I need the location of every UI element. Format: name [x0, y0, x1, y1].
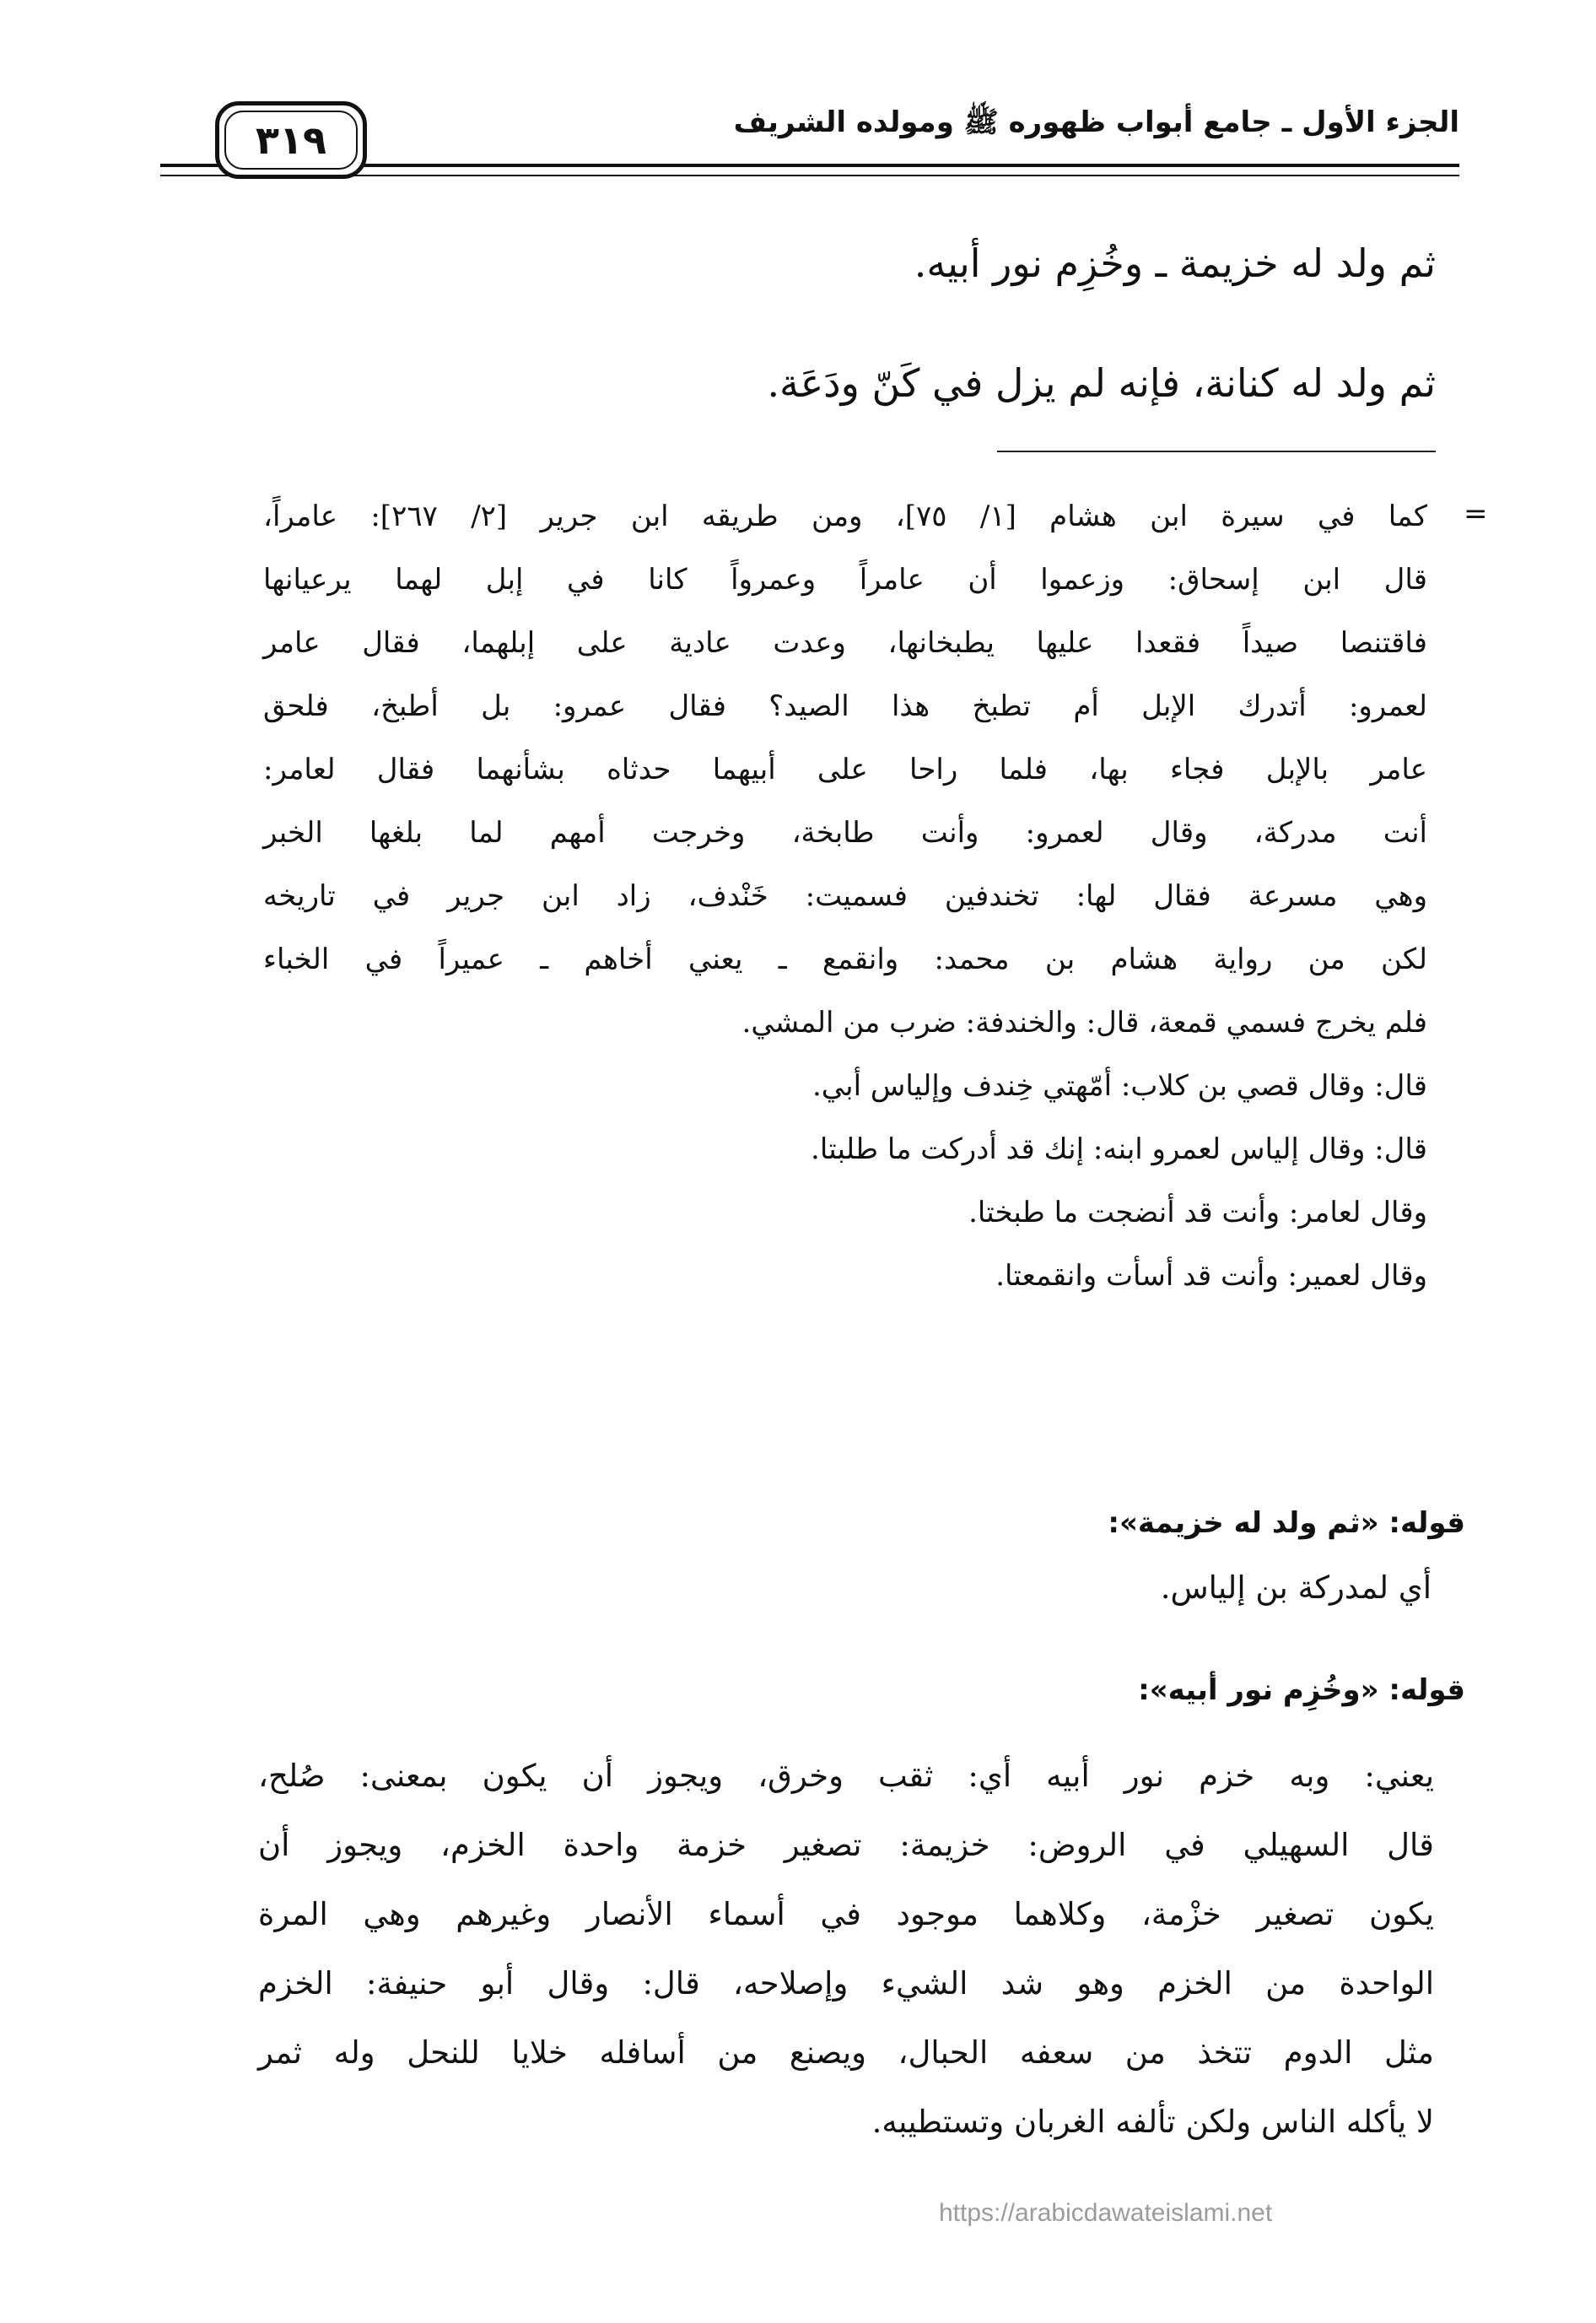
section-body — [258, 1742, 1434, 2157]
watermark-url: https://arabicdawateislami.net — [939, 2199, 1273, 2227]
footnote-line: لعمرو: أتدرك الإبل أم تطبخ هذا الصيد؟ فقال عمرو: بل أطبخ، فلحق — [263, 689, 1427, 723]
main-text-line: ثم ولد له كنانة، فإنه لم يزل في كَنّ ودَعَة. — [767, 360, 1436, 406]
section-body-line: مثل الدوم تتخذ من سعفه الحبال، ويصنع من أسافله خلايا للنحل وله ثمر — [258, 2034, 1434, 2071]
footnote-line: فاقتنصا صيداً فقعدا عليها يطبخانها، وعدت عادية على إبلهما، فقال عامر — [263, 626, 1427, 660]
footnote-line: أنت مدركة، وقال لعمرو: وأنت طابخة، وخرجت أمهم لما بلغها الخبر — [263, 816, 1427, 850]
footnote-line: عامر بالإبل فجاء بها، فلما راحا على أبيهما حدثاه بشأنهما فقال لعامر: — [263, 753, 1428, 786]
footnote-line: كما في سيرة ابن هشام [١/ ٧٥]، ومن طريقه ابن جرير [٢/ ٢٦٧]: عامراً، — [263, 500, 1428, 533]
section-heading: قوله: «وخُزِم نور أبيه»: — [1138, 1673, 1465, 1707]
section-body-line: الواحدة من الخزم وهو شد الشيء وإصلاحه، قال: وقال أبو حنيفة: الخزم — [258, 1965, 1434, 2002]
footnote-separator — [997, 451, 1436, 452]
section-body-line: يعني: وبه خزم نور أبيه أي: ثقب وخرق، ويجوز أن يكون بمعنى: صُلح، — [258, 1758, 1434, 1794]
footnote-line: فلم يخرج فسمي قمعة، قال: والخندفة: ضرب من المشي. — [741, 1006, 1427, 1040]
footnote-line: لكن من رواية هشام بن محمد: وانقمع ـ يعني أخاهم ـ عميراً في الخباء — [263, 943, 1427, 976]
main-text-line: ثم ولد له خزيمة ـ وخُزِم نور أبيه. — [914, 240, 1436, 286]
continuation-marker: = — [1464, 497, 1488, 531]
section-body-line: يكون تصغير خزْمة، وكلاهما موجود في أسماء الأنصار وغيرهم وهي المرة — [258, 1896, 1434, 1932]
page-header — [160, 101, 1459, 203]
running-title: الجزء الأول ـ جامع أبواب ظهوره ﷺ ومولده الشريف — [733, 105, 1459, 139]
footnote-line: قال ابن إسحاق: وزعموا أن عامراً وعمرواً كانا في إبل لهما يرعيانها — [263, 563, 1427, 597]
footnote-line: وهي مسرعة فقال لها: تخندفين فسميت: خَنْدف، زاد ابن جرير في تاريخه — [263, 879, 1427, 913]
section-heading: قوله: «ثم ولد له خزيمة»: — [1108, 1506, 1465, 1540]
section-text-line: أي لمدركة بن إلياس. — [1160, 1569, 1432, 1606]
section-body-line: لا يأكله الناس ولكن تألفه الغربان وتستطيبه. — [871, 2104, 1434, 2140]
footnote-block — [263, 485, 1427, 1308]
footnote-line: وقال لعمير: وأنت قد أسأت وانقمعتا. — [995, 1259, 1427, 1293]
page-number-frame — [215, 101, 367, 179]
footnote-line: وقال لعامر: وأنت قد أنضجت ما طبختا. — [968, 1196, 1427, 1229]
footnote-line: قال: وقال قصي بن كلاب: أمّهتي خِندف وإلياس أبي. — [811, 1069, 1427, 1103]
page-number: ٣١٩ — [255, 117, 327, 163]
section-body-line: قال السهيلي في الروض: خزيمة: تصغير خزمة واحدة الخزم، ويجوز أن — [258, 1827, 1434, 1863]
footnote-line: قال: وقال إلياس لعمرو ابنه: إنك قد أدركت ما طلبتا. — [811, 1132, 1427, 1166]
